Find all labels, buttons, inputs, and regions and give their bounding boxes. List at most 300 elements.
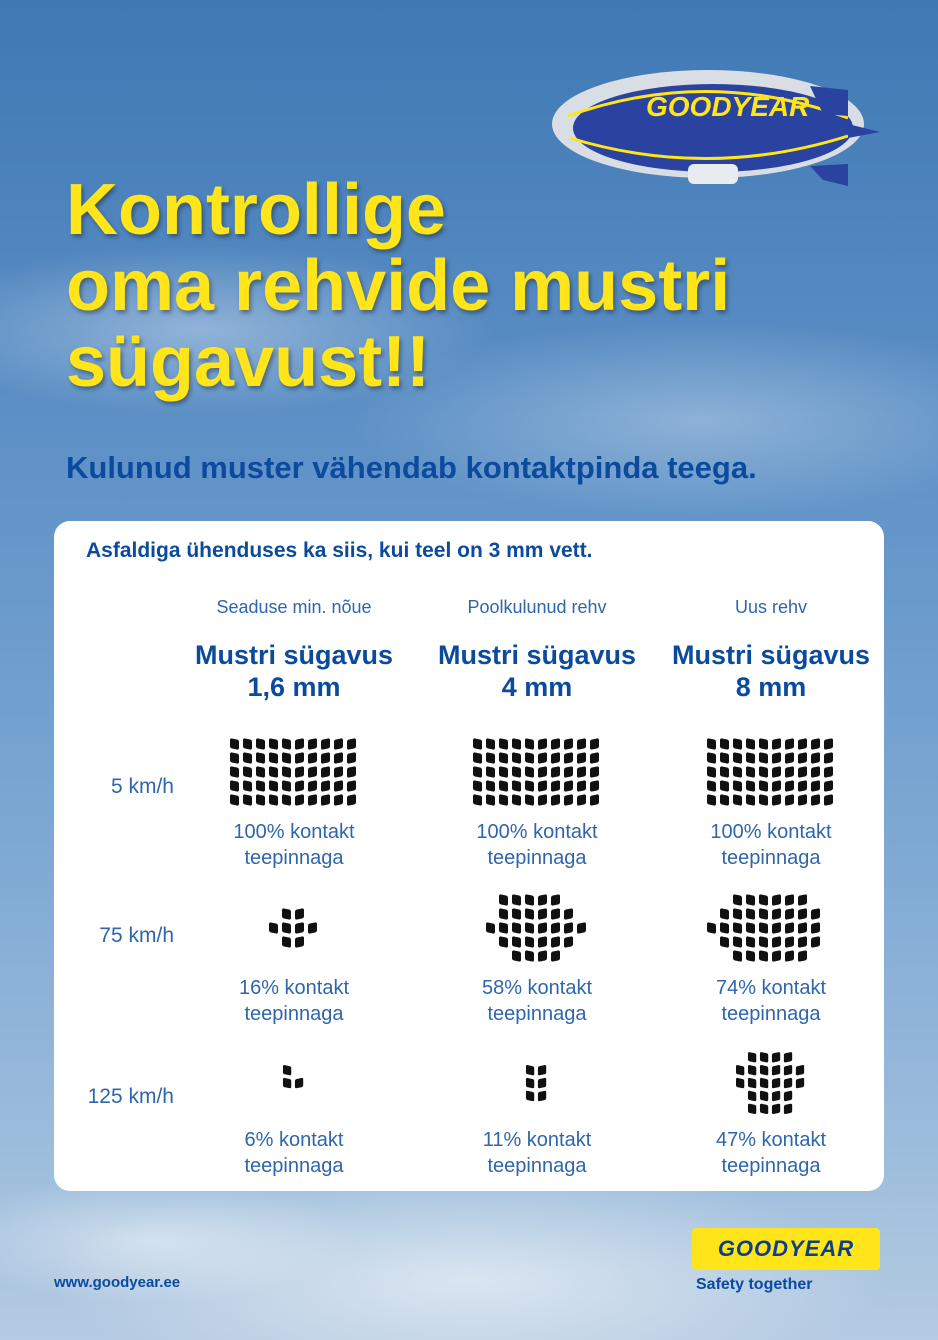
- tread-block: [798, 950, 807, 962]
- tread-block: [798, 794, 807, 806]
- tread-block: [538, 894, 547, 906]
- tread-block: [746, 936, 755, 948]
- tread-block: [759, 780, 768, 792]
- column-heading-half-worn: [417, 639, 657, 703]
- tread-block: [538, 1090, 546, 1101]
- tread-block: [760, 1090, 768, 1101]
- tread-block: [334, 738, 343, 750]
- tread-cell: [651, 1049, 891, 1179]
- tread-block: [269, 922, 278, 934]
- tread-block: [733, 936, 742, 948]
- tread-block: [720, 908, 729, 920]
- tread-block: [551, 794, 560, 806]
- tread-block: [295, 908, 304, 920]
- tread-block: [308, 752, 317, 764]
- tread-block: [525, 780, 534, 792]
- tread-footprint-image: [701, 1049, 841, 1119]
- tread-block: [486, 752, 495, 764]
- tread-block: [538, 766, 547, 778]
- tread-block: [772, 780, 781, 792]
- tread-block: [230, 780, 239, 792]
- contact-percent: 100% kontakt: [710, 821, 832, 843]
- tread-block: [526, 1065, 534, 1076]
- contact-percent: 58% kontakt: [481, 977, 593, 999]
- tread-footprint-image: [224, 891, 364, 967]
- website-link[interactable]: www.goodyear.ee: [54, 1274, 181, 1291]
- tread-block: [499, 794, 508, 806]
- tread-block: [784, 1078, 792, 1089]
- tread-cell: [417, 1049, 657, 1179]
- tread-block: [759, 908, 768, 920]
- tread-block: [748, 1078, 756, 1089]
- tread-block: [811, 752, 820, 764]
- tread-block: [499, 894, 508, 906]
- tread-block: [746, 794, 755, 806]
- headline-line-3: sügavust!!: [66, 322, 431, 402]
- contact-text: [174, 819, 414, 871]
- tread-block: [512, 908, 521, 920]
- tread-block: [772, 936, 781, 948]
- tread-block: [564, 922, 573, 934]
- tread-block: [746, 894, 755, 906]
- contact-text: [417, 1127, 657, 1179]
- tread-block: [811, 738, 820, 750]
- tread-footprint-image: [224, 735, 364, 811]
- tread-block: [282, 794, 291, 806]
- tread-block: [746, 738, 755, 750]
- column-heading-label: Mustri sügavus: [194, 640, 394, 670]
- tread-block: [784, 1090, 792, 1101]
- contact-suffix: teepinnaga: [244, 1003, 344, 1025]
- tread-block: [551, 766, 560, 778]
- tread-cell: [417, 735, 657, 871]
- tread-block: [538, 936, 547, 948]
- tread-block: [295, 936, 304, 948]
- tread-block: [590, 766, 599, 778]
- tread-footprint-image: [467, 1049, 607, 1119]
- tread-block: [707, 922, 716, 934]
- tread-block: [564, 908, 573, 920]
- tread-block: [538, 752, 547, 764]
- tread-block: [707, 738, 716, 750]
- tread-block: [824, 766, 833, 778]
- tread-block: [811, 922, 820, 934]
- tread-footprint-image: [224, 1049, 364, 1119]
- tread-block: [785, 908, 794, 920]
- tread-block: [577, 922, 586, 934]
- tread-block: [720, 780, 729, 792]
- tread-block: [243, 794, 252, 806]
- contact-text: [417, 975, 657, 1027]
- tread-block: [538, 922, 547, 934]
- tread-block: [772, 1103, 780, 1114]
- tread-block: [811, 908, 820, 920]
- tread-block: [733, 738, 742, 750]
- tread-block: [282, 908, 291, 920]
- goodyear-logo: [692, 1228, 880, 1270]
- tread-block: [269, 766, 278, 778]
- tread-block: [785, 922, 794, 934]
- tread-block: [512, 922, 521, 934]
- tread-block: [538, 780, 547, 792]
- tread-block: [512, 950, 521, 962]
- tread-block: [486, 922, 495, 934]
- tread-block: [733, 894, 742, 906]
- tread-block: [796, 1065, 804, 1076]
- tagline: Safety together: [696, 1276, 813, 1293]
- tread-block: [525, 752, 534, 764]
- tread-block: [551, 922, 560, 934]
- tread-block: [525, 794, 534, 806]
- tread-block: [243, 780, 252, 792]
- tread-block: [746, 922, 755, 934]
- tread-block: [785, 936, 794, 948]
- tread-block: [282, 738, 291, 750]
- tread-block: [772, 794, 781, 806]
- tread-block: [512, 936, 521, 948]
- column-heading-label: Mustri sügavus: [437, 640, 637, 670]
- tread-block: [269, 780, 278, 792]
- tread-block: [473, 780, 482, 792]
- tread-block: [512, 752, 521, 764]
- tread-block: [760, 1078, 768, 1089]
- tread-block: [759, 936, 768, 948]
- tread-cell: [174, 735, 414, 871]
- tread-block: [551, 752, 560, 764]
- tread-block: [551, 908, 560, 920]
- tread-block: [760, 1103, 768, 1114]
- tread-block: [772, 766, 781, 778]
- tread-block: [230, 738, 239, 750]
- tread-block: [295, 794, 304, 806]
- tread-block: [308, 766, 317, 778]
- tread-block: [282, 922, 291, 934]
- tread-block: [512, 766, 521, 778]
- tread-block: [321, 738, 330, 750]
- column-heading-new: [651, 639, 891, 703]
- tread-footprint-image: [467, 891, 607, 967]
- tread-cell: [651, 735, 891, 871]
- comparison-panel: [54, 521, 884, 1191]
- tread-block: [798, 894, 807, 906]
- tread-block: [785, 738, 794, 750]
- tread-block: [538, 908, 547, 920]
- tread-block: [720, 936, 729, 948]
- tread-block: [759, 950, 768, 962]
- tread-block: [577, 752, 586, 764]
- contact-text: [651, 819, 891, 871]
- tread-block: [733, 908, 742, 920]
- blimp-brand-text: GOODYEAR: [646, 91, 810, 122]
- tread-block: [772, 908, 781, 920]
- tread-footprint-image: [701, 891, 841, 967]
- tread-block: [733, 780, 742, 792]
- tread-block: [759, 922, 768, 934]
- tread-block: [282, 780, 291, 792]
- tread-block: [798, 908, 807, 920]
- tread-block: [243, 766, 252, 778]
- tread-block: [525, 766, 534, 778]
- tread-cell: [174, 891, 414, 1027]
- tread-block: [824, 780, 833, 792]
- tread-block: [590, 794, 599, 806]
- tread-block: [811, 780, 820, 792]
- headline-line-1: Kontrollige: [66, 170, 446, 250]
- tread-block: [759, 794, 768, 806]
- tread-block: [486, 780, 495, 792]
- tread-block: [785, 780, 794, 792]
- tread-block: [525, 908, 534, 920]
- contact-text: [417, 819, 657, 871]
- contact-percent: 6% kontakt: [244, 1129, 344, 1151]
- tread-block: [736, 1065, 744, 1076]
- contact-text: [174, 1127, 414, 1179]
- contact-percent: 74% kontakt: [715, 977, 827, 999]
- tread-block: [269, 794, 278, 806]
- tread-footprint-image: [467, 735, 607, 811]
- tread-block: [551, 894, 560, 906]
- contact-suffix: teepinnaga: [721, 1003, 821, 1025]
- tread-block: [577, 738, 586, 750]
- tread-block: [707, 752, 716, 764]
- tread-block: [321, 752, 330, 764]
- tread-block: [551, 780, 560, 792]
- contact-percent: 100% kontakt: [476, 821, 598, 843]
- column-subtitle-min: Seaduse min. nõue: [216, 597, 372, 617]
- tread-block: [295, 922, 304, 934]
- tread-block: [785, 766, 794, 778]
- tread-block: [772, 1090, 780, 1101]
- tread-block: [308, 794, 317, 806]
- tread-block: [772, 950, 781, 962]
- contact-suffix: teepinnaga: [721, 847, 821, 869]
- tread-block: [334, 794, 343, 806]
- tread-block: [295, 1078, 303, 1089]
- tread-block: [577, 794, 586, 806]
- tread-block: [824, 752, 833, 764]
- tread-block: [308, 780, 317, 792]
- tread-footprint-image: [701, 735, 841, 811]
- tread-block: [308, 738, 317, 750]
- tread-block: [551, 738, 560, 750]
- row-speed-75: 75 km/h: [99, 924, 174, 947]
- contact-suffix: teepinnaga: [487, 847, 587, 869]
- column-subtitle-new: Uus rehv: [734, 597, 808, 617]
- row-speed-125: 125 km/h: [87, 1085, 174, 1108]
- tread-block: [824, 738, 833, 750]
- tread-block: [526, 1078, 534, 1089]
- tread-block: [347, 752, 356, 764]
- tread-block: [347, 794, 356, 806]
- tread-block: [230, 794, 239, 806]
- tread-block: [499, 922, 508, 934]
- tread-block: [784, 1103, 792, 1114]
- tread-block: [811, 936, 820, 948]
- contact-suffix: teepinnaga: [487, 1003, 587, 1025]
- tread-block: [499, 936, 508, 948]
- tread-block: [347, 738, 356, 750]
- tread-block: [736, 1078, 744, 1089]
- tread-block: [347, 766, 356, 778]
- contact-percent: 100% kontakt: [233, 821, 355, 843]
- tread-block: [256, 766, 265, 778]
- tread-block: [590, 780, 599, 792]
- tread-block: [798, 752, 807, 764]
- contact-percent: 11% kontakt: [482, 1129, 592, 1151]
- tread-block: [256, 780, 265, 792]
- tread-block: [798, 936, 807, 948]
- tread-block: [811, 766, 820, 778]
- headline-line-2: oma rehvide mustri: [66, 246, 731, 326]
- tread-block: [748, 1052, 756, 1063]
- tread-block: [295, 780, 304, 792]
- tread-block: [564, 752, 573, 764]
- tread-block: [512, 894, 521, 906]
- tread-block: [796, 1078, 804, 1089]
- tread-block: [486, 766, 495, 778]
- tread-block: [525, 894, 534, 906]
- tread-block: [295, 738, 304, 750]
- tread-block: [707, 766, 716, 778]
- tread-block: [759, 894, 768, 906]
- tread-block: [811, 794, 820, 806]
- tread-block: [746, 950, 755, 962]
- tread-block: [512, 794, 521, 806]
- tread-block: [525, 922, 534, 934]
- tread-block: [720, 922, 729, 934]
- tread-block: [784, 1052, 792, 1063]
- tread-block: [295, 752, 304, 764]
- contact-suffix: teepinnaga: [244, 847, 344, 869]
- tread-block: [760, 1065, 768, 1076]
- tread-block: [798, 780, 807, 792]
- row-speed-5: 5 km/h: [110, 775, 174, 798]
- tread-block: [733, 922, 742, 934]
- contact-text: [651, 975, 891, 1027]
- tread-block: [759, 738, 768, 750]
- tread-block: [785, 894, 794, 906]
- tread-block: [720, 766, 729, 778]
- tread-block: [733, 794, 742, 806]
- subheadline: Kulunud muster vähendab kontaktpinda teega.: [66, 450, 757, 485]
- tread-block: [564, 794, 573, 806]
- tread-block: [772, 752, 781, 764]
- tread-block: [772, 894, 781, 906]
- tread-block: [512, 738, 521, 750]
- tread-block: [824, 794, 833, 806]
- column-depth-value: 1,6 mm: [247, 672, 341, 702]
- tread-block: [759, 752, 768, 764]
- tread-block: [785, 752, 794, 764]
- tread-block: [230, 766, 239, 778]
- tread-block: [748, 1103, 756, 1114]
- contact-text: [174, 975, 414, 1027]
- tread-block: [486, 738, 495, 750]
- tread-block: [772, 1078, 780, 1089]
- tread-block: [256, 794, 265, 806]
- tread-block: [772, 738, 781, 750]
- tread-block: [590, 752, 599, 764]
- tread-block: [590, 738, 599, 750]
- tread-block: [256, 752, 265, 764]
- tread-block: [760, 1052, 768, 1063]
- tread-block: [282, 936, 291, 948]
- tread-block: [798, 922, 807, 934]
- tread-block: [283, 1078, 291, 1089]
- tread-block: [526, 1090, 534, 1101]
- tread-block: [577, 780, 586, 792]
- tread-block: [759, 766, 768, 778]
- tread-block: [321, 794, 330, 806]
- tread-block: [564, 738, 573, 750]
- tread-block: [499, 738, 508, 750]
- tread-block: [347, 780, 356, 792]
- tread-block: [551, 936, 560, 948]
- column-depth-value: 8 mm: [735, 672, 807, 702]
- tread-block: [499, 908, 508, 920]
- tread-block: [733, 766, 742, 778]
- tread-block: [283, 1065, 291, 1076]
- tread-block: [499, 766, 508, 778]
- tread-block: [772, 1052, 780, 1063]
- tread-block: [748, 1090, 756, 1101]
- tread-block: [538, 738, 547, 750]
- tread-cell: [417, 891, 657, 1027]
- tread-block: [772, 1065, 780, 1076]
- tread-block: [282, 752, 291, 764]
- tread-block: [499, 780, 508, 792]
- tread-cell: [651, 891, 891, 1027]
- contact-percent: 47% kontakt: [715, 1129, 827, 1151]
- column-depth-value: 4 mm: [501, 672, 573, 702]
- contact-suffix: teepinnaga: [244, 1155, 344, 1177]
- tread-block: [334, 766, 343, 778]
- tread-block: [551, 950, 560, 962]
- tread-block: [538, 1065, 546, 1076]
- tread-block: [564, 936, 573, 948]
- tread-block: [746, 766, 755, 778]
- tread-block: [473, 766, 482, 778]
- tread-block: [733, 950, 742, 962]
- tread-block: [230, 752, 239, 764]
- tread-block: [321, 766, 330, 778]
- tread-block: [538, 794, 547, 806]
- tread-block: [746, 752, 755, 764]
- tread-block: [525, 738, 534, 750]
- tread-block: [512, 780, 521, 792]
- tread-block: [473, 794, 482, 806]
- tread-block: [707, 794, 716, 806]
- tread-block: [577, 766, 586, 778]
- tread-block: [295, 766, 304, 778]
- tread-block: [473, 738, 482, 750]
- tread-block: [733, 752, 742, 764]
- tread-cell: [174, 1049, 414, 1179]
- tread-block: [486, 794, 495, 806]
- tread-block: [720, 738, 729, 750]
- tread-block: [784, 1065, 792, 1076]
- tread-block: [256, 738, 265, 750]
- tread-block: [525, 936, 534, 948]
- column-subtitle-half-worn: Poolkulunud rehv: [467, 597, 607, 617]
- column-heading-label: Mustri sügavus: [671, 640, 871, 670]
- column-heading-min: [174, 639, 414, 703]
- tread-block: [785, 950, 794, 962]
- tread-block: [746, 780, 755, 792]
- tread-block: [269, 738, 278, 750]
- tread-block: [798, 738, 807, 750]
- tread-block: [243, 752, 252, 764]
